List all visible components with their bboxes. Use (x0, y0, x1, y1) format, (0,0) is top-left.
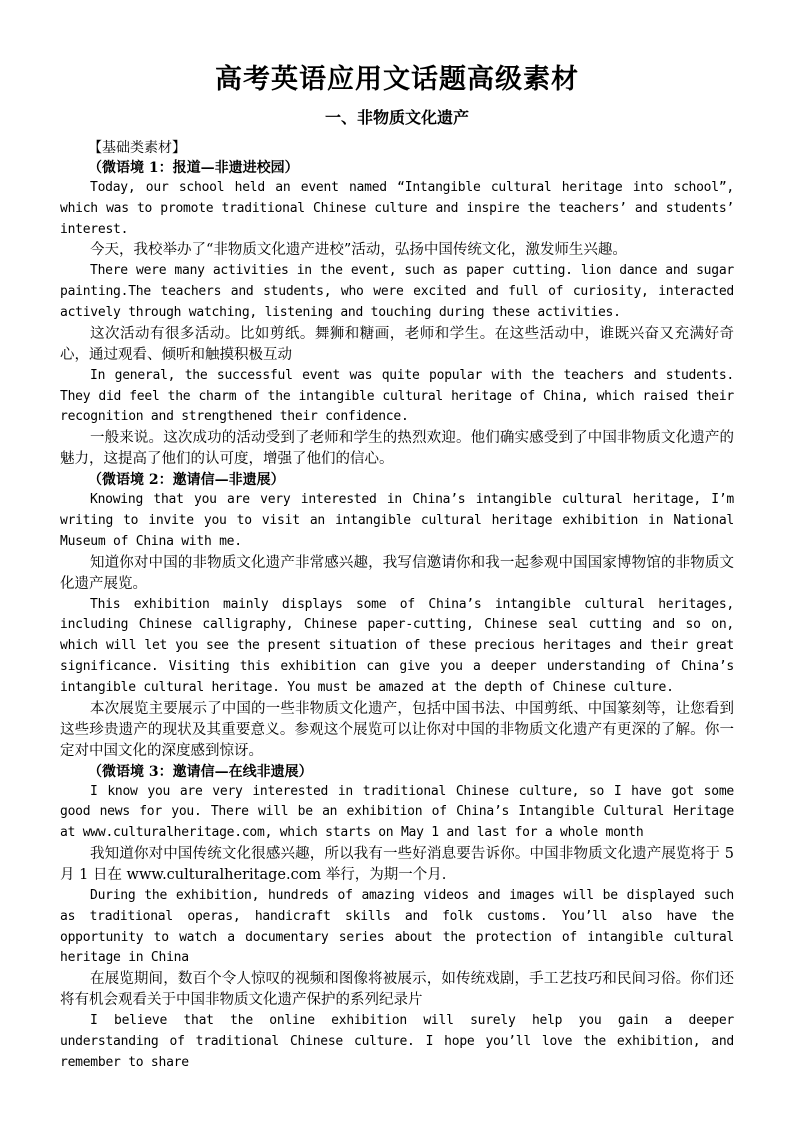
section-heading: 一、非物质文化遗产 (324, 108, 469, 127)
document-title: 高考英语应用文话题高级素材 (215, 64, 579, 95)
document-page (60, 58, 734, 1074)
chinese-paragraph: 一般来说。这次成功的活动受到了老师和学生的热烈欢迎。他们确实感受到了中国非物质文化遗产的魅力，这提高了他们的认可度，增强了他们的信心。 (60, 430, 734, 468)
english-paragraph: I believe that the online exhibition will surely help you gain a deeper understanding of traditional Chinese culture. I hope you’ll love the exhibition, and remember to share (60, 1013, 734, 1070)
category-label: 【基础类素材】 (88, 140, 186, 156)
chinese-paragraph: 本次展览主要展示了中国的一些非物质文化遗产，包括中国书法、中国剪纸、中国篆刻等，让您看到这些珍贵遗产的现状及其重要意义。参观这个展览可以让你对中国的非物质文化遗产有更深的了解。你一定对中国文化的深度感到惊讶。 (60, 700, 734, 759)
chinese-paragraph: 我知道你对中国传统文化很感兴趣，所以我有一些好消息要告诉你。中国非物质文化遗产展览将于 5 月 1 日在 www.culturalheritage.com 举行，为期一个月. (60, 845, 734, 883)
english-paragraph: Today, our school held an event named “Intangible cultural heritage into school”, which was to promote traditional Chinese culture and inspire the teachers’ and students’ interest. (60, 180, 734, 237)
english-paragraph: Knowing that you are very interested in China’s intangible cultural heritage, I’m writing to invite you to visit an intangible cultural heritage exhibition in National Museum of China with me. (60, 492, 734, 549)
english-paragraph: In general, the successful event was quite popular with the teachers and students. They did feel the charm of the intangible cultural heritage of China, which raised their recognition and strengthened their confidence. (60, 367, 734, 425)
scene-heading: （微语境 3：邀请信—在线非遗展） (88, 763, 313, 780)
chinese-paragraph: 今天，我校举办了“非物质文化遗产进校”活动，弘扬中国传统文化，激发师生兴趣。 (90, 242, 627, 259)
scene-heading: （微语境 2：邀请信—非遗展） (88, 472, 285, 489)
english-paragraph: There were many activities in the event, such as paper cutting. lion dance and sugar painting.The teachers and students, who were excited and full of curiosity, interacted actively through watching, listening and touching during these activities. (60, 263, 734, 320)
chinese-paragraph: 知道你对中国的非物质文化遗产非常感兴趣，我写信邀请你和我一起参观中国国家博物馆的非物质文化遗产展览。 (60, 554, 734, 592)
english-paragraph: I know you are very interested in traditional Chinese culture, so I have got some good news for you. There will be an exhibition of China’s Intangible Cultural Heritage at www.culturalheritage.com, which starts on May 1 and last for a whole month (60, 783, 734, 841)
scene-heading: （微语境 1：报道—非遗进校园） (88, 160, 299, 176)
chinese-paragraph: 这次活动有很多活动。比如剪纸。舞狮和糖画，老师和学生。在这些活动中，谁既兴奋又充满好奇心，通过观看、倾听和触摸积极互动 (60, 325, 734, 363)
chinese-paragraph: 在展览期间，数百个令人惊叹的视频和图像将被展示，如传统戏剧，手工艺技巧和民间习俗。你们还将有机会观看关于中国非物质文化遗产保护的系列纪录片 (60, 971, 734, 1009)
english-paragraph: During the exhibition, hundreds of amazing videos and images will be displayed such as traditional operas, handicraft skills and folk customs. You’ll also have the opportunity to watch a documentary series about the protection of intangible cultural heritage in China (60, 887, 734, 966)
english-paragraph: This exhibition mainly displays some of China’s intangible cultural heritages, including Chinese calligraphy, Chinese paper-cutting, Chinese seal cutting and so on, which will let you see the present situation of these precious heritages and their great significance. Visiting this exhibition can give you a deeper understanding of China’s intangible cultural heritage. You must be amazed at the depth of Chinese culture. (60, 596, 734, 695)
